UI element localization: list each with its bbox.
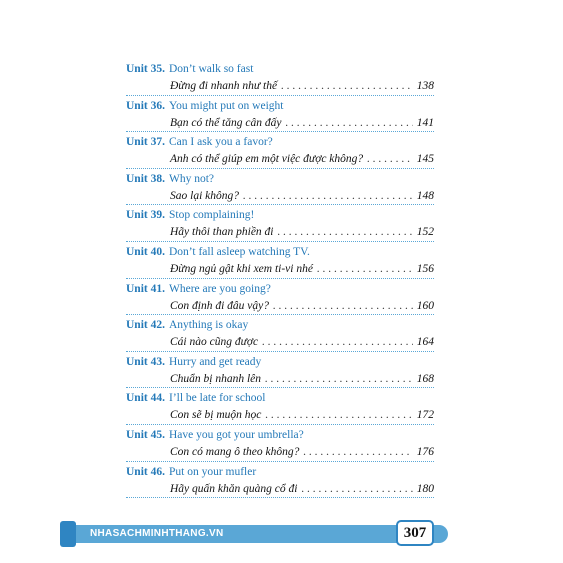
page-number: 156 [416,262,434,275]
dot-leader [367,152,413,166]
toc-entry-translation [170,408,434,422]
toc-entry-heading [126,245,310,259]
unit-title: Stop complaining! [168,209,255,222]
page-number: 160 [416,299,434,312]
page-number: 168 [416,372,434,385]
unit-title: Have you got your umbrella? [168,428,304,441]
unit-number: Unit 44. [126,392,165,405]
vietnamese-title: Cái nào cũng được [170,336,259,349]
toc-entry[interactable] [126,315,434,352]
page-number: 180 [416,482,434,495]
toc-entry-translation [170,372,434,386]
page-number: 164 [416,336,434,349]
unit-number: Unit 36. [126,99,165,112]
unit-title: Where are you going? [168,282,271,295]
page-number: 148 [416,189,434,202]
toc-entry[interactable] [126,279,434,316]
dot-leader [285,116,412,130]
vietnamese-title: Con có mang ô theo không? [170,445,300,458]
dot-leader [243,189,413,203]
unit-title: You might put on weight [168,99,284,112]
unit-title: Why not? [168,172,215,185]
toc-entry-heading [126,135,273,149]
toc-entry-heading [126,391,265,405]
vietnamese-title: Con sẽ bị muộn học [170,409,262,422]
toc-entry-translation [170,445,434,459]
vietnamese-title: Hãy thôi than phiền đi [170,226,274,239]
unit-title: Hurry and get ready [168,355,262,368]
vietnamese-title: Chuẩn bị nhanh lên [170,372,262,385]
dot-leader [301,482,412,496]
unit-number: Unit 41. [126,282,165,295]
toc-entry[interactable] [126,59,434,96]
vietnamese-title: Sao lại không? [170,189,239,202]
toc-entry-heading [126,465,256,479]
toc-entry[interactable] [126,462,434,499]
unit-title: I’ll be late for school [168,392,266,405]
unit-number: Unit 35. [126,63,165,75]
unit-title: Can I ask you a favor? [168,136,273,149]
unit-number: Unit 37. [126,136,165,149]
unit-title: Put on your mufler [168,465,257,478]
unit-number: Unit 46. [126,465,165,478]
dot-leader [278,225,413,239]
dot-leader [265,372,413,386]
dot-leader [281,79,413,93]
toc-entry-heading [126,355,261,369]
toc-entry-translation [170,79,434,93]
dot-leader [317,262,413,276]
vietnamese-title: Hãy quấn khăn quàng cổ đi [170,482,298,495]
dot-leader [273,299,413,313]
toc-entry[interactable] [126,352,434,389]
toc-entry-heading [126,99,283,113]
unit-title: Don’t walk so fast [168,63,254,75]
toc-entry[interactable] [126,169,434,206]
toc-entry-heading [126,62,253,76]
toc-entry-heading [126,318,248,332]
toc-entry-heading [126,428,304,442]
toc-entry-heading [126,172,214,186]
unit-title: Don’t fall asleep watching TV. [168,245,310,258]
vietnamese-title: Bạn có thể tăng cân đấy [170,116,282,129]
dot-leader [303,445,412,459]
toc-entry-translation [170,262,434,276]
toc-entry-translation [170,225,434,239]
page-number: 138 [416,80,434,92]
toc-entry[interactable] [126,96,434,133]
page-number: 145 [416,153,434,166]
toc-entry[interactable] [126,242,434,279]
vietnamese-title: Anh có thể giúp em một việc được không? [170,153,364,166]
toc-entry-translation [170,482,434,496]
toc-entry-translation [170,299,434,313]
footer-tab-accent [60,521,76,547]
toc-entry-translation [170,335,434,349]
toc-entry[interactable] [126,425,434,462]
vietnamese-title: Đừng đi nhanh như thế [170,80,278,92]
toc-entry[interactable] [126,388,434,425]
site-name: NHASACHMINHTHANG.VN [90,528,224,539]
page-number: 172 [416,409,434,422]
unit-number: Unit 38. [126,172,165,185]
toc-entry-translation [170,189,434,203]
dot-leader [262,335,413,349]
unit-number: Unit 45. [126,428,165,441]
toc-entry-heading [126,208,254,222]
unit-number: Unit 39. [126,209,165,222]
toc-entry-heading [126,282,271,296]
toc-entry-translation [170,116,434,130]
page-number: 176 [416,445,434,458]
toc-entry[interactable] [126,205,434,242]
page-number: 141 [416,116,434,129]
vietnamese-title: Đừng ngủ gật khi xem ti-vi nhé [170,262,313,275]
dot-leader [265,408,412,422]
unit-number: Unit 40. [126,245,165,258]
table-of-contents [126,59,434,498]
unit-number: Unit 42. [126,319,165,332]
page-number: 152 [416,226,434,239]
unit-title: Anything is okay [168,319,249,332]
toc-entry[interactable] [126,132,434,169]
page-number-box [396,520,434,546]
unit-number: Unit 43. [126,355,165,368]
footer-page-number: 307 [403,524,427,541]
toc-entry-translation [170,152,434,166]
vietnamese-title: Con định đi đâu vậy? [170,299,270,312]
